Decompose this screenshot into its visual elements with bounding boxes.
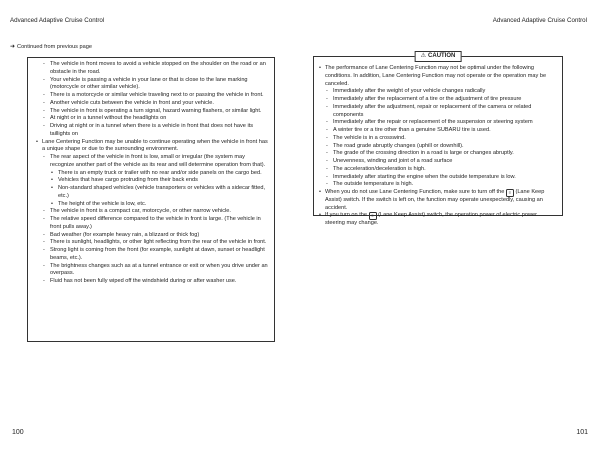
page-header: Advanced Adaptive Cruise Control <box>492 17 587 24</box>
page-header: Advanced Adaptive Cruise Control <box>10 17 105 24</box>
item-text-after: (Lane Keep Assist) switch, the operation power of electric power steering may change. <box>325 212 537 226</box>
caution-box <box>313 53 563 226</box>
list-item: - There is a motorcycle or similar vehicle traveling next to or passing the vehicle in front. <box>36 92 268 100</box>
list-item: - The brightness changes such as at a tunnel entrance or exit or when you drive under an overpass. <box>36 263 268 279</box>
caution-text: CAUTION <box>428 53 456 59</box>
list-item: - Driving at night or in a tunnel when there is a vehicle in front that does not have its taillights on <box>36 123 268 139</box>
lane-keep-assist-switch-icon: ≡ <box>369 212 377 220</box>
list-item: - Unevenness, winding and joint of a road surface <box>319 158 556 166</box>
item-text-before: When you do not use Lane Centering Function, make sure to turn off the <box>325 189 505 195</box>
list-item: - Immediately after the replacement of a tire or the adjustment of tire pressure <box>319 96 556 104</box>
caution-box-continued <box>27 57 275 342</box>
caution-label <box>415 51 462 62</box>
list-item: • Non-standard shaped vehicles (vehicle transporters or vehicles with a sidecar fitted, etc.) <box>36 185 268 201</box>
list-item: - Your vehicle is passing a vehicle in your lane or that is close to the lane marking (motorcycle or other similar vehicle). <box>36 77 268 93</box>
item-text-after: (Lane Keep Assist) switch. If the switch is left on, the function may operate unexpectedly, causing an accident. <box>325 189 545 211</box>
list-item: • The height of the vehicle is low, etc. <box>36 201 268 209</box>
list-item: - Immediately after the adjustment, repair or replacement of the camera or related components <box>319 104 556 120</box>
list-item: - The vehicle is in a crosswind. <box>319 135 556 143</box>
list-item <box>319 212 556 228</box>
list-item: • Lane Centering Function may be unable to continue operating when the vehicle in front has a unique shape or due to the surrounding environment. <box>36 139 268 155</box>
list-item: - The road grade abruptly changes (uphill or downhill). <box>319 143 556 151</box>
list-item: - Immediately after the repair or replacement of the suspension or steering system <box>319 119 556 127</box>
list-item: - The vehicle in front is operating a turn signal, hazard warning flashers, or similar light. <box>36 108 268 116</box>
list-item: - A winter tire or a tire other than a genuine SUBARU tire is used. <box>319 127 556 135</box>
list-item: - Fluid has not been fully wiped off the windshield during or after washer use. <box>36 278 268 286</box>
list-item: - Strong light is coming from the front (for example, sunlight at dawn, sunset or headlight beams, etc.). <box>36 247 268 263</box>
list-item: - Bad weather (for example heavy rain, a blizzard or thick fog) <box>36 232 268 240</box>
continued-note <box>10 43 92 50</box>
list-item: - The outside temperature is high. <box>319 181 556 189</box>
list-item: • The performance of Lane Centering Function may not be optimal under the following conditions. In addition, Lane Centering Function may not operate or the operation may be canceled. <box>319 65 556 88</box>
page-number: 101 <box>576 429 588 436</box>
list-item: - At night or in a tunnel without the headlights on <box>36 115 268 123</box>
list-item <box>319 189 556 212</box>
list-item: - The rear aspect of the vehicle in front is low, small or irregular (the system may recognize another part of the vehicle as its rear and will determine operation from that). <box>36 154 268 170</box>
list-item: - Another vehicle cuts between the vehicle in front and your vehicle. <box>36 100 268 108</box>
lane-keep-assist-switch-icon: ≡ <box>506 189 514 197</box>
page-number: 100 <box>12 429 24 436</box>
list-item: - The relative speed difference compared to the vehicle in front is large. (The vehicle in front pulls away.) <box>36 216 268 232</box>
list-item: - The vehicle in front is a compact car, motorcycle, or other narrow vehicle. <box>36 208 268 216</box>
list-item: - There is sunlight, headlights, or other light reflecting from the rear of the vehicle in front. <box>36 239 268 247</box>
continued-arrow-icon: ➜ <box>10 44 16 50</box>
list-item: - The grade of the crossing direction in a road is large or changes abruptly. <box>319 150 556 158</box>
list-item: - The vehicle in front moves to avoid a vehicle stopped on the shoulder on the road or an obstacle in the road. <box>36 61 268 77</box>
right-page <box>300 0 600 450</box>
list-item: • There is an empty truck or trailer with no rear and/or side panels on the cargo bed. <box>36 170 268 178</box>
list-item: - Immediately after starting the engine when the outside temperature is low. <box>319 174 556 182</box>
warning-triangle-icon: ⚠ <box>420 53 427 59</box>
list-item: • Vehicles that have cargo protruding from their back ends <box>36 177 268 185</box>
list-item: - Immediately after the weight of your vehicle changes radically <box>319 88 556 96</box>
list-item: - The acceleration/deceleration is high. <box>319 166 556 174</box>
continued-label: Continued from previous page <box>17 44 92 50</box>
item-text-before: If you turn on the <box>325 212 367 219</box>
